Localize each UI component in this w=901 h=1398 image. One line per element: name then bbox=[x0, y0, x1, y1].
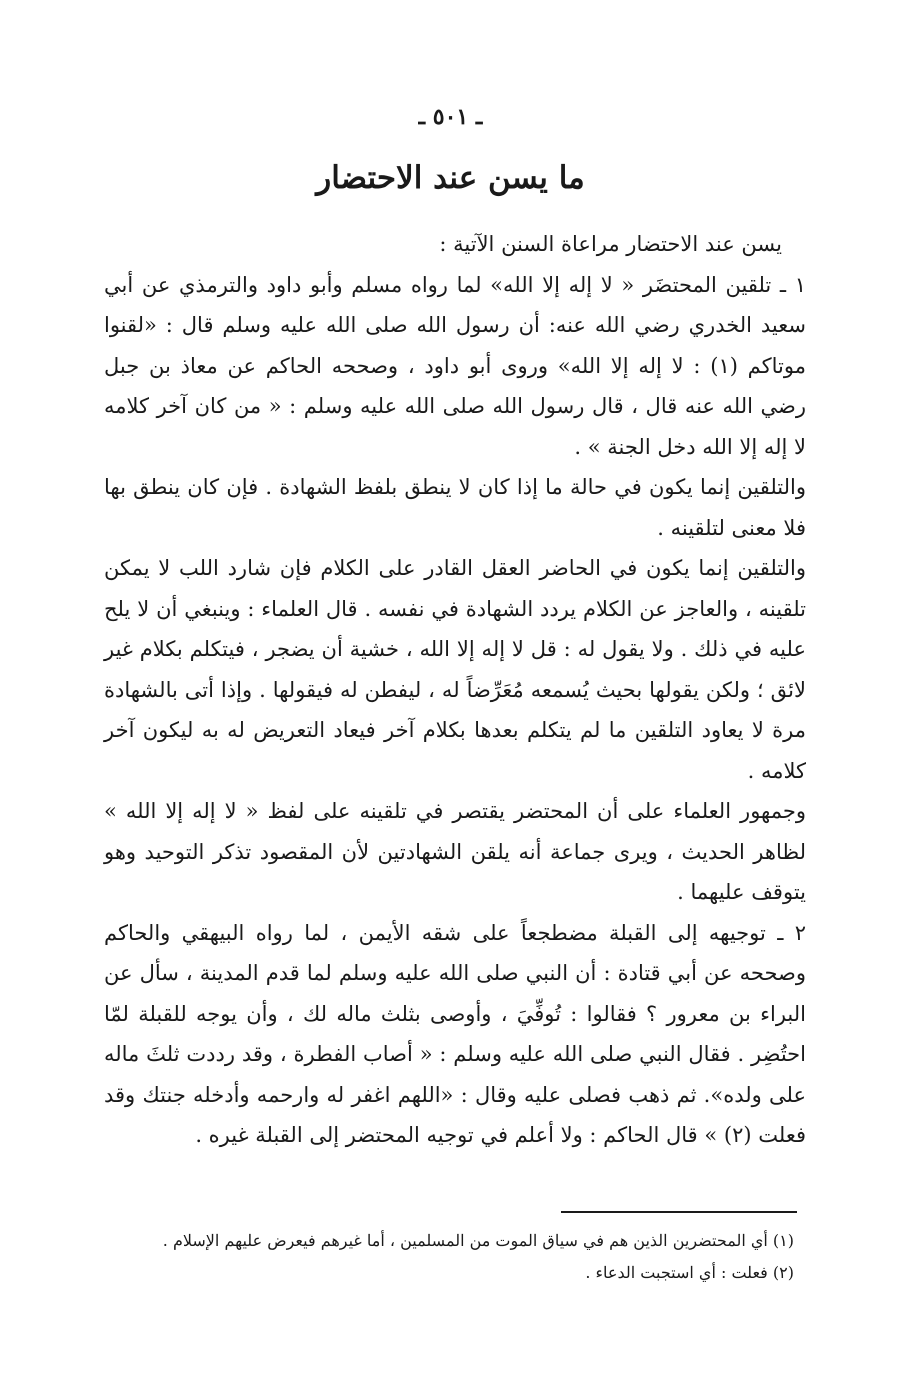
paragraph-talqin-conscious: والتلقين إنما يكون في الحاضر العقل القادر على الكلام فإن شارد اللب لا يمكن تلقينه ، والعاجز عن الكلام يردد الشهادة في نفسه . قال العلماء : وينبغي أن لا يلح عليه في ذلك . ولا يقول له : قل لا إله إلا الله ، خشية أن يضجر ، فيتكلم بكلام غير لائق ؛ ولكن يقولها بحيث يُسمعه مُعَرِّضاً له ، ليفطن له فيقولها . وإذا أتى بالشهادة مرة لا يعاود التلقين ما لم يتكلم بعدها بكلام آخر فيعاد التعريض له به ليكون آخر كلامه . bbox=[104, 556, 806, 783]
page-title: ما يسن عند الاحتضار bbox=[316, 160, 585, 196]
paragraph-qibla: ٢ ـ توجيهه إلى القبلة مضطجعاً على شقه الأيمن ، لما رواه البيهقي والحاكم وصححه عن أبي قتادة : أن النبي صلى الله عليه وسلم لما قدم المدينة ، سأل عن البراء بن معرور ؟ فقالوا : تُوفِّيَ ، وأوصى بثلث ماله لك ، وأن يوجه للقبلة لمّا احتُضِر . فقال النبي صلى الله عليه وسلم : « أصاب الفطرة ، وقد رددت ثلثَ ماله على ولده». ثم ذهب فصلى عليه وقال : «اللهم اغفر له وارحمه وأدخله جنتك وقد فعلت (٢) » قال الحاكم : ولا أعلم في توجيه المحتضر إلى القبلة غيره . bbox=[104, 920, 806, 1147]
footnote-divider bbox=[561, 1211, 797, 1213]
footnotes bbox=[104, 1225, 794, 1289]
intro-paragraph: يسن عند الاحتضار مراعاة السنن الآتية : bbox=[439, 232, 782, 256]
footnote-2: (٢) فعلت : أي استجبت الدعاء . bbox=[585, 1263, 794, 1282]
footnote-1: (١) أي المحتضرين الذين هم في سياق الموت من المسلمين ، أما غيرهم فيعرض عليهم الإسلام . bbox=[162, 1231, 794, 1250]
body-text bbox=[104, 224, 806, 1156]
paragraph-talqin: ١ ـ تلقين المحتضَر « لا إله إلا الله» لما رواه مسلم وأبو داود والترمذي عن أبي سعيد الخدري رضي الله عنه: أن رسول الله صلى الله عليه وسلم قال : «لقنوا موتاكم (١) : لا إله إلا الله» وروى أبو داود ، وصححه الحاكم عن معاذ بن جبل رضي الله عنه قال ، قال رسول الله صلى الله عليه وسلم : « من كان آخر كلامه لا إله إلا الله دخل الجنة » . bbox=[104, 272, 806, 459]
paragraph-majority-opinion: وجمهور العلماء على أن المحتضر يقتصر في تلقينه على لفظ « لا إله إلا الله » لظاهر الحديث ، ويرى جماعة أنه يلقن الشهادتين لأن المقصود تذكر التوحيد وهو يتوقف عليهما . bbox=[104, 799, 806, 904]
paragraph-talqin-condition: والتلقين إنما يكون في حالة ما إذا كان لا ينطق بلفظ الشهادة . فإن كان ينطق بها فلا معنى لتلقينه . bbox=[104, 475, 806, 540]
page-number: ـ ٥٠١ ـ bbox=[418, 104, 483, 130]
